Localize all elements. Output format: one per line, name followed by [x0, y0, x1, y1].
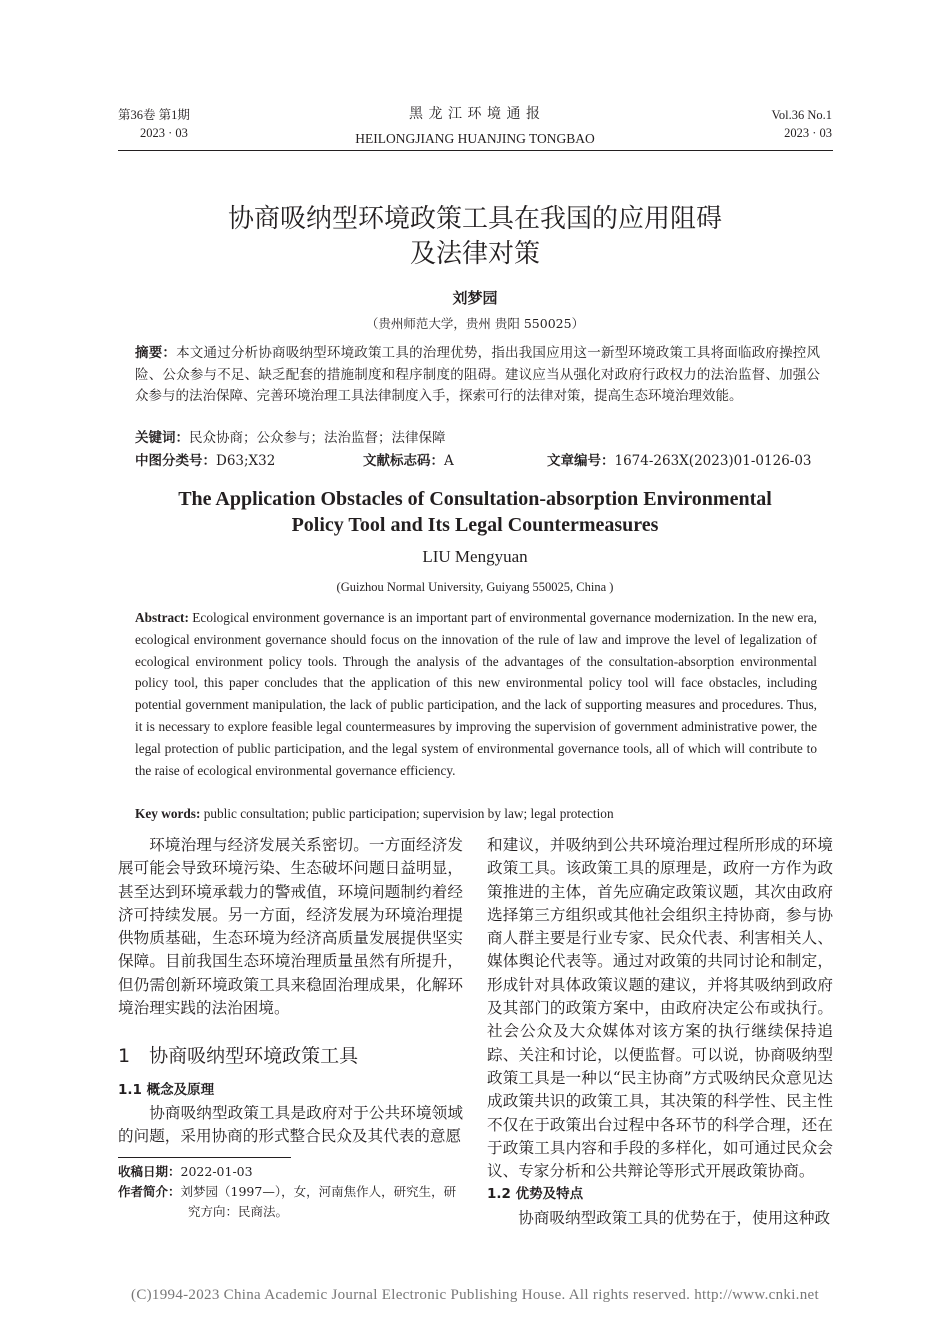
issue-date-en: 2023 · 03	[784, 126, 832, 140]
volume-issue-en: Vol.36 No.1	[771, 108, 832, 122]
volume-info-right	[771, 106, 832, 142]
header-rule	[118, 150, 833, 151]
footnote	[118, 1162, 463, 1222]
doc-code-label: 文献标志码：	[363, 453, 444, 469]
article-number-value: 1674-263X(2023)01-0126-03	[614, 453, 812, 469]
author-en: LIU Mengyuan	[422, 547, 528, 566]
journal-name-cn: 黑 龙 江 环 境 通 报	[409, 107, 541, 122]
affiliation-cn: （贵州师范大学，贵州 贵阳 550025）	[365, 316, 585, 331]
title-en-line1: The Application Obstacles of Consultation-absorption Environmental	[178, 488, 772, 510]
paragraph-1-1-cont: 和建议，并吸纳到公共环境治理过程所形成的环境政策工具。该政策工具的原理是，政府一方作为政策推进的主体，首先应确定政策议题，其次由政府选择第三方组织或其他社会组织主持协商，参与协商人群主要是行业专家、民众代表、利害相关人、媒体舆论代表等。通过对政策的共同讨论和制定，形成针对具体政策议题的建议，并将其吸纳到政府及其部门的政策方案中，由政府决定公布或执行。社会公众及大众媒体对该方案的执行继续保持追踪、关注和讨论，以便监督。可以说，协商吸纳型政策工具是一种以“民主协商”方式吸纳民众意见达成政策共识的政策工具，其决策的科学性、民主性不仅在于政策出台过程中各环节的科学合理，还在于政策工具内容和手段的多样化，如可通过民众会议、专家分析和公共辩论等形式开展政策协商。	[487, 836, 833, 1181]
paragraph-1-2-start: 协商吸纳型政策工具的优势在于，使用这种政	[518, 1208, 831, 1227]
intro-paragraph: 环境治理与经济发展关系密切。一方面经济发展可能会导致环境污染、生态破坏问题日益明显，甚至达到环境承载力的警戒值，环境问题制约着经济可持续发展。另一方面，经济发展为环境治理提供物质基础，生态环境为经济高质量发展提供坚实保障。目前我国生态环境治理质量虽然有所提升，但仍需创新环境政策工具来稳固治理成果，化解环境治理实践的法治困境。	[118, 836, 463, 1018]
doc-code-value: A	[444, 453, 454, 469]
keywords-en-label: Key words:	[135, 806, 201, 821]
section-1-heading: 1 协商吸纳型环境政策工具	[118, 1045, 359, 1068]
paragraph-1-1-start: 协商吸纳型政策工具是政府对于公共环境领域的问题，采用协商的形式整合民众及其代表的意愿	[118, 1103, 463, 1146]
abstract-cn-text: 本文通过分析协商吸纳型环境政策工具的治理优势，指出我国应用这一新型环境政策工具将面临政府操控风险、公众参与不足、缺乏配套的措施制度和程序制度的阻碍。建议应当从强化对政府行政权力的法治监督、加强公众参与的法治保障、完善环境治理工具法律制度入手，探索可行的法律对策，提高生态环境治理效能。	[135, 345, 821, 404]
title-en-line2: Policy Tool and Its Legal Countermeasures	[291, 514, 659, 536]
keywords-cn	[135, 428, 820, 450]
keywords-en	[135, 803, 817, 825]
abstract-en-label: Abstract:	[135, 610, 189, 625]
keywords-cn-label: 关键词：	[135, 430, 189, 446]
abstract-cn	[135, 343, 820, 408]
body-left-column	[118, 834, 463, 1149]
title-cn-line2: 及法律对策	[409, 239, 540, 269]
body-right-column	[487, 834, 833, 1230]
abstract-cn-label: 摘要：	[135, 345, 177, 361]
copyright-footer: (C)1994-2023 China Academic Journal Electronic Publishing House. All rights reserved. http://www.cnki.net	[131, 1287, 819, 1303]
affiliation-en: (Guizhou Normal University, Guiyang 550025, China )	[336, 580, 614, 594]
issue-date: 2023 · 03	[140, 126, 188, 140]
clc-value: D63;X32	[216, 453, 276, 469]
abstract-en-text: Ecological environment governance is an important part of environmental governance modernization. In the new era, ecological environment governance should focus on the innovation of the rule of law and improve the level of legalization of ecological environment policy tools. Through the analysis of the advantages of the consultation-absorption environmental policy tool, this paper concludes that the application of this new environmental policy tool will face obstacles, including potential government manipulation, the lack of public participation, and the lack of supporting measures and procedures. Thus, it is necessary to explore feasible legal countermeasures by improving the supervision of government administrative power, the legal protection of public participation, and the legal system of environmental governance tools, all of which will contribute to the raise of ecological environmental governance efficiency.	[135, 610, 817, 778]
author-bio: 刘梦园（1997—），女，河南焦作人，研究生，研究方向：民商法。	[180, 1184, 457, 1219]
section-1-1-heading: 1.1 概念及原理	[118, 1081, 215, 1098]
abstract-en	[135, 607, 817, 781]
received-date: 2022-01-03	[180, 1164, 253, 1179]
article-number-label: 文章编号：	[547, 453, 615, 469]
clc-label: 中图分类号：	[135, 453, 216, 469]
keywords-cn-text: 民众协商；公众参与；法治监督；法律保障	[189, 430, 446, 446]
journal-name-en: HEILONGJIANG HUANJING TONGBAO	[355, 131, 595, 146]
section-1-2-heading: 1.2 优势及特点	[487, 1186, 584, 1203]
title-en	[0, 486, 950, 538]
title-cn	[0, 202, 950, 272]
footnote-rule	[118, 1157, 291, 1158]
title-cn-line1: 协商吸纳型环境政策工具在我国的应用阻碍	[227, 204, 722, 234]
author-cn: 刘梦园	[452, 289, 498, 307]
bio-label: 作者简介：	[118, 1184, 181, 1199]
keywords-en-text: public consultation; public participation; supervision by law; legal protection	[200, 806, 614, 821]
received-label: 收稿日期：	[118, 1164, 181, 1179]
volume-issue: 第36卷 第1期	[118, 108, 190, 122]
